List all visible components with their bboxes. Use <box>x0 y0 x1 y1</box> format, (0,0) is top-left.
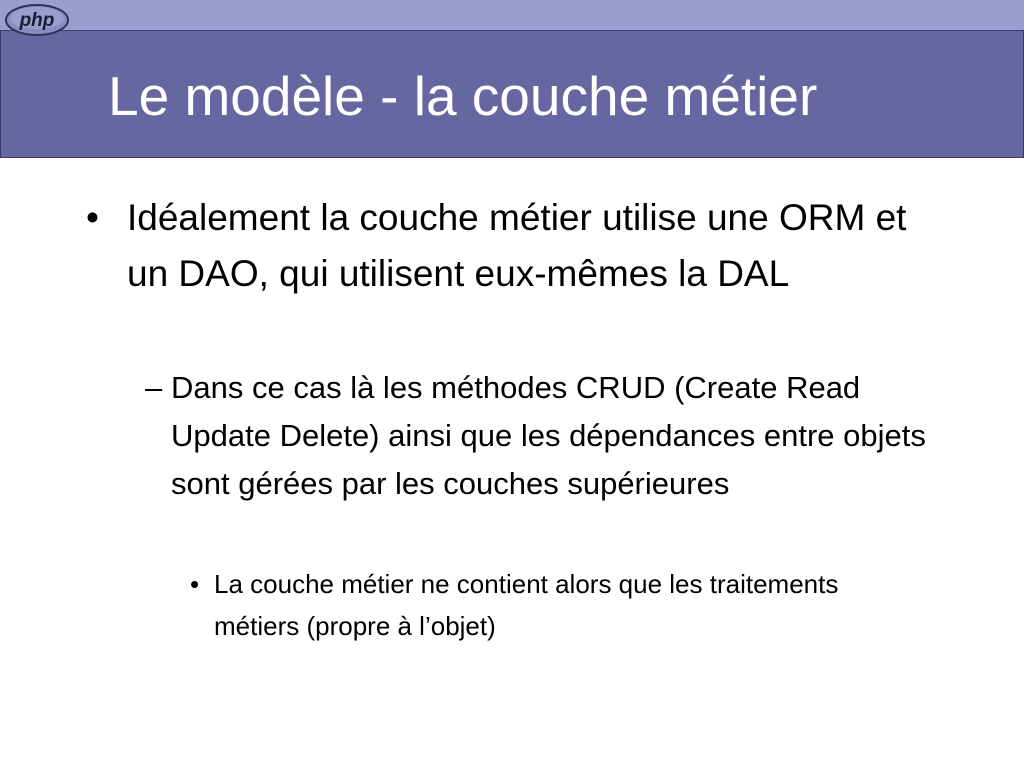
php-logo-text: php <box>19 10 55 31</box>
bullet-level-2 <box>145 364 945 508</box>
bullet-text: La couche métier ne contient alors que les traitements métiers (propre à l’objet) <box>214 569 839 641</box>
top-strip <box>0 0 1024 31</box>
php-logo <box>4 3 70 37</box>
bullet-text: Dans ce cas là les méthodes CRUD (Create Read Update Delete) ainsi que les dépendances entre objets sont gérées par les couches supérieures <box>171 370 926 501</box>
bullet-marker: • <box>190 569 200 599</box>
bullet-marker: • <box>86 197 99 238</box>
bullet-text: Idéalement la couche métier utilise une ORM et un DAO, qui utilisent eux-mêmes la DAL <box>127 197 907 294</box>
bullet-level-3 <box>190 563 910 647</box>
bullet-level-1 <box>86 190 946 302</box>
slide-title: Le modèle - la couche métier <box>108 65 818 127</box>
dash-marker: – <box>145 370 163 405</box>
